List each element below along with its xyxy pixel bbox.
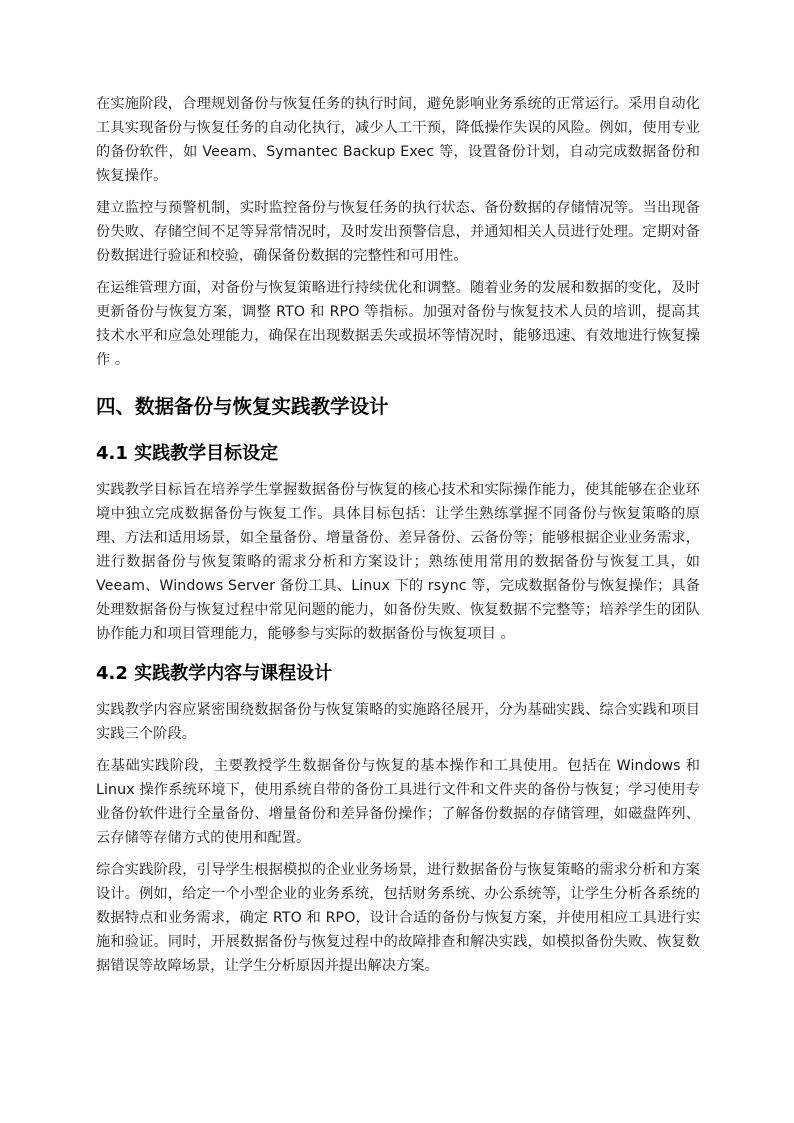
body-paragraph: 实践教学内容应紧密围绕数据备份与恢复策略的实施路径展开，分为基础实践、综合实践和项目实践三个阶段。 <box>96 702 700 742</box>
chapter-heading: 四、数据备份与恢复实践教学设计 <box>96 395 389 418</box>
body-paragraph: 综合实践阶段，引导学生根据模拟的企业业务场景，进行数据备份与恢复策略的需求分析和方案设计。例如，给定一个小型企业的业务系统，包括财务系统、办公系统等，让学生分析各系统的数据特点和业务需求，确定 RTO 和 RPO，设计合适的备份与恢复方案，并使用相应工具进行实施和验证。同时，开展数据备份与恢复过程中的故障排查和解决实践，如模拟备份失败、恢复数据错误等故障场景，让学生分析原因并提出解决方案。 <box>96 862 700 974</box>
body-paragraph: 建立监控与预警机制，实时监控备份与恢复任务的执行状态、备份数据的存储情况等。当出现备份失败、存储空间不足等异常情况时，及时发出预警信息，并通知相关人员进行处理。定期对备份数据进行验证和校验，确保备份数据的完整性和可用性。 <box>96 200 700 264</box>
section-heading: 4.1 实践教学目标设定 <box>96 443 279 464</box>
body-paragraph: 在基础实践阶段，主要教授学生数据备份与恢复的基本操作和工具使用。包括在 Windows 和 Linux 操作系统环境下，使用系统自带的备份工具进行文件和文件夹的备份与恢复；学习使用专业备份软件进行全量备份、增量备份和差异备份操作；了解备份数据的存储管理，如磁盘阵列、云存储等存储方式的使用和配置。 <box>96 758 700 846</box>
section-heading: 4.2 实践教学内容与课程设计 <box>96 663 333 684</box>
body-paragraph: 在运维管理方面，对备份与恢复策略进行持续优化和调整。随着业务的发展和数据的变化，及时更新备份与恢复方案，调整 RTO 和 RPO 等指标。加强对备份与恢复技术人员的培训，提高其技术水平和应急处理能力，确保在出现数据丢失或损坏等情况时，能够迅速、有效地进行恢复操作 。 <box>96 280 700 368</box>
body-paragraph: 实践教学目标旨在培养学生掌握数据备份与恢复的核心技术和实际操作能力，使其能够在企业环境中独立完成数据备份与恢复工作。具体目标包括：让学生熟练掌握不同备份与恢复策略的原理、方法和适用场景，如全量备份、增量备份、差异备份、云备份等；能够根据企业业务需求，进行数据备份与恢复策略的需求分析和方案设计；熟练使用常用的数据备份与恢复工具，如 Veeam、Windows Server 备份工具、Linux 下的 rsync 等，完成数据备份与恢复操作；具备处理数据备份与恢复过程中常见问题的能力，如备份失败、恢复数据不完整等；培养学生的团队协作能力和项目管理能力，能够参与实际的数据备份与恢复项目 。 <box>96 482 700 642</box>
body-paragraph: 在实施阶段，合理规划备份与恢复任务的执行时间，避免影响业务系统的正常运行。采用自动化工具实现备份与恢复任务的自动化执行，减少人工干预，降低操作失误的风险。例如，使用专业的备份软件，如 Veeam、Symantec Backup Exec 等，设置备份计划，自动完成数据备份和恢复操作。 <box>96 96 700 184</box>
document-page <box>96 92 700 986</box>
